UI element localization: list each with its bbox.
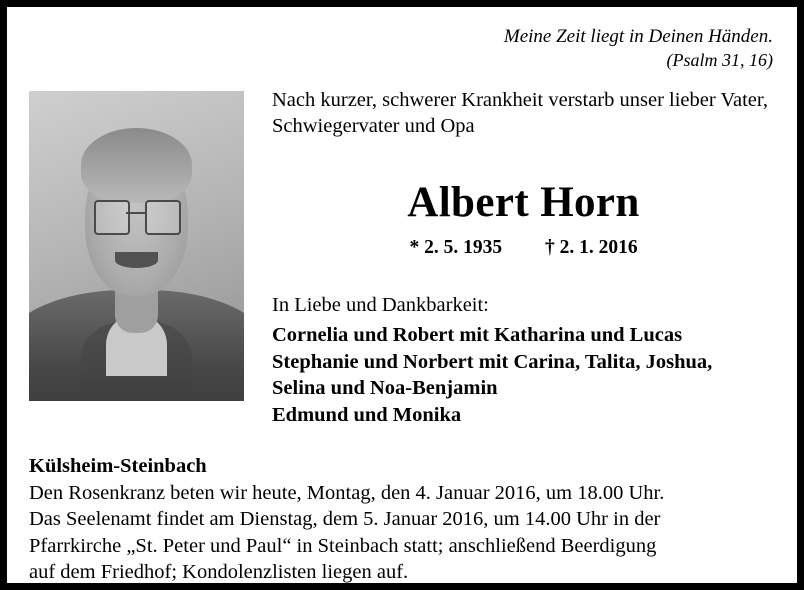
life-dates xyxy=(272,237,775,259)
verse-block xyxy=(29,25,773,71)
bottom-block xyxy=(29,455,775,587)
main-block xyxy=(29,87,775,428)
service-details xyxy=(29,480,775,587)
family-list xyxy=(272,322,775,429)
death-date: † 2. 1. 2016 xyxy=(544,237,638,259)
photo-hair xyxy=(81,128,193,202)
verse-line: Meine Zeit liegt in Deinen Händen. xyxy=(503,26,773,47)
detail-line: Das Seelenamt findet am Dienstag, dem 5. Januar 2016, um 14.00 Uhr in der xyxy=(29,508,661,531)
place-name: Külsheim-Steinbach xyxy=(29,454,207,477)
deceased-name: Albert Horn xyxy=(407,179,640,227)
photo-glasses-left xyxy=(94,200,130,235)
family-line: Edmund und Monika xyxy=(272,403,462,426)
photo-column xyxy=(29,87,244,401)
family-line: Selina und Noa-Benjamin xyxy=(272,377,498,400)
family-line: Cornelia und Robert mit Katharina und Lucas xyxy=(272,323,683,346)
text-column xyxy=(244,87,775,428)
detail-line: Pfarrkirche „St. Peter und Paul“ in Steinbach statt; anschließend Beerdigung xyxy=(29,534,657,557)
verse-reference: (Psalm 31, 16) xyxy=(666,49,773,70)
photo-glasses-bridge xyxy=(126,212,145,214)
intro-text: Nach kurzer, schwerer Krankheit verstarb unser lieber Vater, Schwiegervater und Opa xyxy=(272,89,769,138)
detail-line: Den Rosenkranz beten wir heute, Montag, den 4. Januar 2016, um 18.00 Uhr. xyxy=(29,481,665,504)
obituary-content xyxy=(7,7,797,583)
detail-line: auf dem Friedhof; Kondolenzlisten liegen auf. xyxy=(29,561,409,584)
dedication-label: In Liebe und Dankbarkeit: xyxy=(272,294,489,317)
portrait-photo xyxy=(29,91,244,401)
photo-glasses-right xyxy=(145,200,181,235)
birth-date: * 2. 5. 1935 xyxy=(409,237,503,259)
photo-mouth xyxy=(115,252,158,268)
family-line: Stephanie und Norbert mit Carina, Talita, Joshua, xyxy=(272,350,713,373)
